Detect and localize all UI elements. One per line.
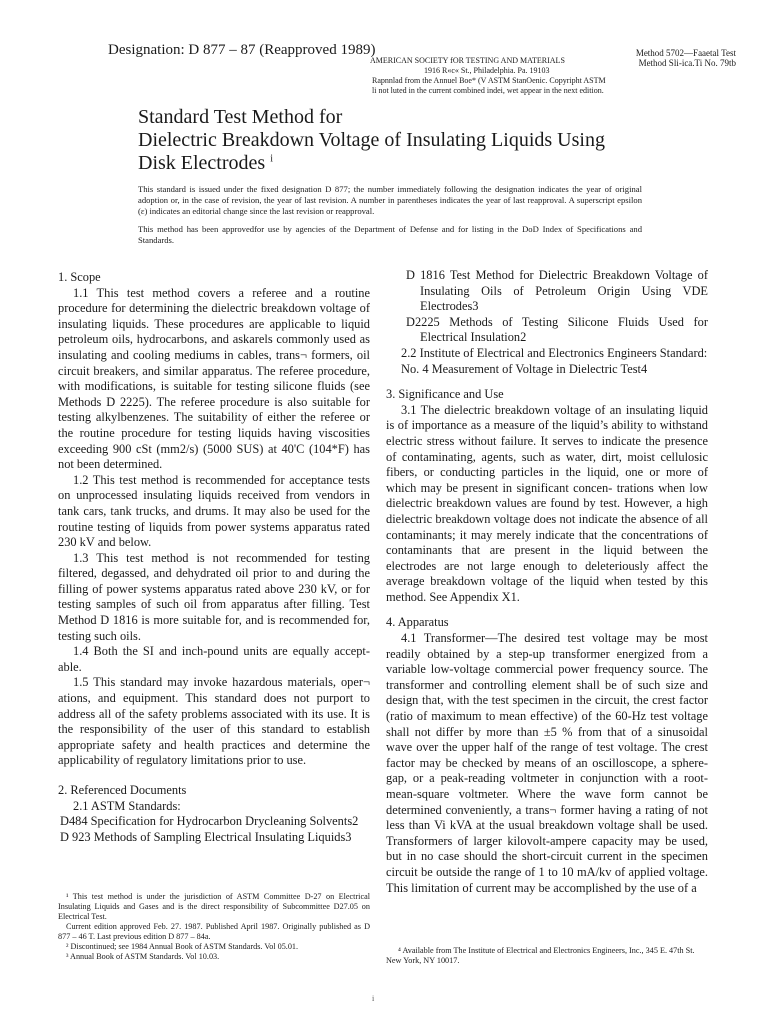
title-line-1: Standard Test Method for: [138, 106, 343, 128]
standard-notice: [138, 184, 642, 253]
right-column: [386, 268, 708, 896]
footnote-3: ³ Annual Book of ASTM Standards. Vol 10.03.: [66, 952, 220, 961]
designation-line: Designation: D 877 – 87 (Reapproved 1989): [108, 42, 376, 58]
method-ref-line-1: Method 5702—Faaetal Test: [635, 48, 736, 58]
paragraph-1-1: 1.1 This test method covers a referee and a routine procedure for determining the dielectric breakdown voltage of insulating liquids. These procedures are applicable to liquid petroleum oils, hydrocarbons, and askarels commonly used as insulating and cooling mediums in cables, trans¬ formers, oil circuit breakers, and similar apparatus. The referee procedure, with modifications, is suitable for testing silicone fluids (see Methods D 2225). The referee procedure is also suitable for testing alkylbenzenes. The suitability of either the referee or the routine procedure for testing liquids having viscosities exceeding 900 cSt (mm2/s) (5000 SUS) at 40'C (104*F) has not been determined.: [58, 285, 370, 472]
reference-d2225: D2225 Methods of Testing Silicone Fluids Used for Electrical Insulation2: [406, 314, 708, 345]
paragraph-1-3: 1.3 This test method is not recommended for testing filtered, degassed, and dehydrated oil prior to and during the filling of power systems apparatus rated above 230 kV, or for testing samples of such oil from apparatus after filling. Test Method D 1816 is more suitable for, and is recommended for, testing such oils.: [58, 550, 370, 643]
section-heading-apparatus: 4. Apparatus: [386, 615, 449, 630]
paragraph-3-1: 3.1 The dielectric breakdown voltage of an insulating liquid is of importance as a measure of the liquid’s ability to withstand electric stress without failure. It serves to indicate the presence of contaminating, agents, such as water, dirt, moist cellulosic fibers, or conducting particles in the liquid, one or more of which may be present in significant concen- trations when low dielectric breakdown values are found by test. However, a high dielectric breakdown voltage does not indicate the absence of all contaminants; it may merely indicate that the concentrations of contaminants that are present in the liquid between the electrodes are not large enough to deleteriously affect the average breakdown voltage of the liquid when tested by this method. See Appendix X1.: [386, 402, 708, 604]
reference-ieee-no4: No. 4 Measurement of Voltage in Dielectric Test4: [401, 361, 648, 376]
footnote-1b: Current edition approved Feb. 27. 1987. Published April 1987. Originally published as D 877 – 46 T. Last previous edition D 877 – 84a.: [58, 922, 370, 941]
title-line-2: Dielectric Breakdown Voltage of Insulating Liquids Using: [138, 129, 605, 151]
astm-publisher-block: [360, 56, 620, 96]
footnote-2: ² Discontinued; see 1984 Annual Book of ASTM Standards. Vol 05.01.: [66, 942, 299, 951]
astm-line-2: 1916 R«c« St., Philadelphia. Pa. 19103: [424, 66, 550, 75]
document-title: [138, 106, 698, 175]
astm-line-4: li not luted in the current combined indei, wet appear in the next edition.: [372, 86, 604, 95]
reference-d923: D 923 Methods of Sampling Electrical Insulating Liquids3: [60, 829, 352, 844]
paragraph-4-1-body: The desired test voltage may be most readily obtained by a step-up transformer energized from a variable low-voltage commercial power frequency source. The transformer and controlling element shall be of such size and design that, with the test specimen in the circuit, the crest factor (ratio of maximum to mean effective) of the 60-Hz test voltage shall not differ by more than ±5 % from that of a sinusoidal wave over the upper half of the range of test voltage. The crest factor may be checked by means of an oscilloscope, a sphere-gap, or a peak-reading voltmeter in conjunction with a root-mean-square voltmeter. Where the wave form cannot be determined conveniently, a trans¬ former having a rating of not less than Vi kVA at the usual breakdown voltage shall be used. Transformers of larger kilovolt-ampere capacity may be used, but in no case should the short-circuit current in the specimen circuit be outside the range of 1 to 10 mA/kv of applied voltage. This limitation of current may be accomplished by the use of a: [386, 631, 708, 895]
left-column: [58, 270, 370, 845]
page-number: i: [372, 994, 375, 1003]
astm-line-1: AMERICAN SOCIETY fOR TESTING AND MATERIALS: [370, 56, 565, 65]
footnotes-right: [386, 946, 708, 966]
reference-d1816: D 1816 Test Method for Dielectric Breakdown Voltage of Insulating Oils of Petroleum Origin Using VDE Electrodes3: [406, 268, 708, 314]
footnotes-left: [58, 892, 370, 962]
section-heading-scope: 1. Scope: [58, 270, 101, 284]
paragraph-2-1: 2.1 ASTM Standards:: [73, 798, 181, 813]
paragraph-1-2: 1.2 This test method is recommended for acceptance tests on unprocessed insulating liquids received from vendors in tank cars, tank trucks, and drums. It may also be used for the routine testing of liquids from power systems apparatus rated 230 kV and below.: [58, 472, 370, 550]
paragraph-4-1-lead: 4.1 Transformer—: [401, 631, 498, 646]
paragraph-2-2: 2.2 Institute of Electrical and Electronics Engineers Standard:: [401, 345, 708, 360]
footnote-1: ¹ This test method is under the jurisdiction of ASTM Committee D-27 on Electrical Insulating Liquids and Gases and is the direct responsibility of Subcommittee D27.05 on Electrical Test.: [58, 892, 370, 921]
paragraph-1-5: 1.5 This standard may invoke hazardous materials, oper¬ ations, and equipment. This standard does not purport to address all of the safety problems associated with its use. It is the responsibility of the user of this standard to establish appropriate safety and health practices and determine the applicability of regulatory limitations prior to use.: [58, 675, 370, 768]
title-footnote-marker: i: [270, 153, 273, 165]
notice-paragraph-2: This method has been approvedfor use by agencies of the Department of Defense and for listing in the DoD Index of Specifications and Standards.: [138, 224, 642, 245]
reference-d484: D484 Specification for Hydrocarbon Drycleaning Solvents2: [60, 814, 359, 829]
method-ref-line-2: Method Sli-ica.Ti No. 79tb: [638, 58, 736, 68]
notice-paragraph-1: This standard is issued under the fixed designation D 877; the number immediately following the designation indicates the year of original adoption or, in the case of revision, the year of last revision. A number in parentheses indicates the year of last reapproval. A superscript epsilon (ε) indicates an editorial change since the last revision or reapproval.: [138, 184, 642, 216]
title-line-3: Disk Electrodes $^i$: [138, 152, 273, 174]
astm-line-3: Rapnnlad from the Annuel Boe* (V ASTM StanOenic. Copyripht ASTM: [372, 76, 606, 85]
paragraph-4-1: [386, 631, 708, 896]
paragraph-1-4: 1.4 Both the SI and inch-pound units are equally accept- able.: [58, 644, 370, 674]
footnote-4: ⁴ Available from The Institute of Electrical and Electronics Engineers, Inc., 345 E. 47th St. New York, NY 10017.: [386, 946, 695, 965]
section-heading-significance: 3. Significance and Use: [386, 387, 504, 402]
section-heading-referenced-documents: 2. Referenced Documents: [58, 783, 187, 797]
